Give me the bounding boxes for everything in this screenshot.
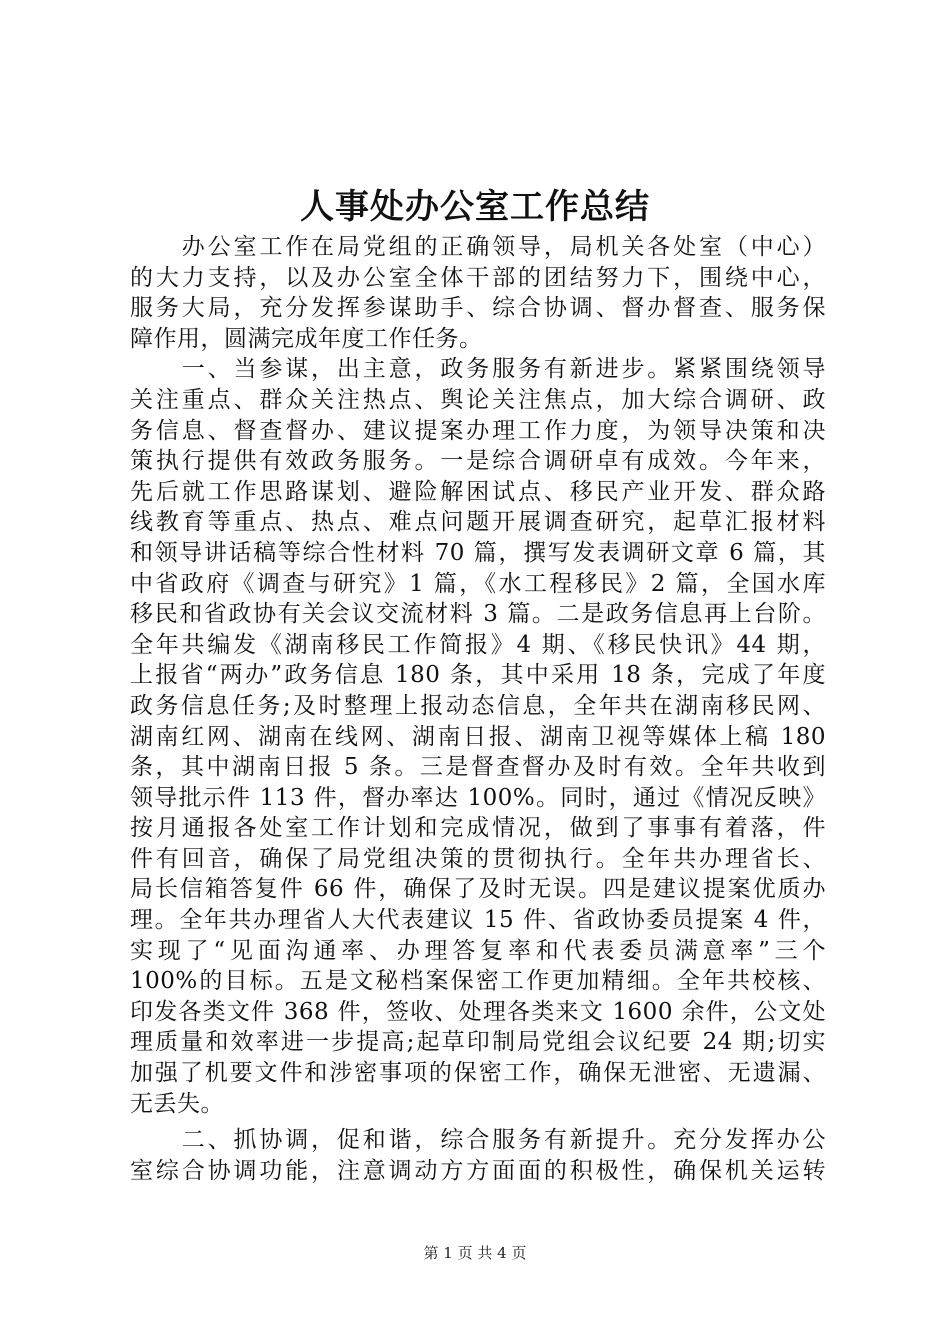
text-line: 移民和省政协有关会议交流材料 3 篇。二是政务信息再上台阶。 xyxy=(130,601,826,628)
text-line: 策执行提供有效政务服务。一是综合调研卓有成效。今年来， xyxy=(130,448,826,475)
text-line: 按月通报各处室工作计划和完成情况，做到了事事有着落，件 xyxy=(130,815,826,842)
text-line: 上报省“两办”政务信息 180 条，其中采用 18 条，完成了年度 xyxy=(130,662,826,689)
text-line: 局长信箱答复件 66 件，确保了及时无误。四是建议提案优质办 xyxy=(130,876,826,903)
text-line: 条，其中湖南日报 5 条。三是督查督办及时有效。全年共收到 xyxy=(130,754,826,781)
paragraph xyxy=(130,1125,826,1186)
text-line: 一、当参谋，出主意，政务服务有新进步。紧紧围绕领导 xyxy=(130,356,826,383)
text-line: 服务大局，充分发挥参谋助手、综合协调、督办督查、服务保 xyxy=(130,295,826,322)
text-line: 政务信息任务;及时整理上报动态信息，全年共在湖南移民网、 xyxy=(130,692,826,719)
text-line: 办公室工作在局党组的正确领导，局机关各处室（中心） xyxy=(130,234,826,260)
page-footer: 第 1 页 共 4 页 xyxy=(423,1244,527,1262)
document-body xyxy=(130,232,826,1186)
text-line: 障作用，圆满完成年度工作任务。 xyxy=(130,325,483,352)
text-line: 印发各类文件 368 件，签收、处理各类来文 1600 余件，公文处 xyxy=(130,998,826,1025)
text-line: 先后就工作思路谋划、避险解困试点、移民产业开发、群众路 xyxy=(130,478,826,505)
page-title: 人事处办公室工作总结 xyxy=(300,187,650,227)
text-line: 室综合协调功能，注意调动方方面面的积极性，确保机关运转 xyxy=(130,1157,826,1184)
text-line: 100%的目标。五是文秘档案保密工作更加精细。全年共校核、 xyxy=(130,968,826,995)
text-line: 件有回音，确保了局党组决策的贯彻执行。全年共办理省长、 xyxy=(130,845,826,872)
text-line: 领导批示件 113 件，督办率达 100%。同时，通过《情况反映》 xyxy=(130,784,826,811)
text-line: 加强了机要文件和涉密事项的保密工作，确保无泄密、无遗漏、 xyxy=(130,1060,826,1087)
text-line: 实现了“见面沟通率、办理答复率和代表委员满意率”三个 xyxy=(130,937,826,964)
text-line: 全年共编发《湖南移民工作简报》4 期、《移民快讯》44 期， xyxy=(130,631,826,658)
text-line: 关注重点、群众关注热点、舆论关注焦点，加大综合调研、政 xyxy=(130,386,826,413)
text-line: 理。全年共办理省人大代表建议 15 件、省政协委员提案 4 件， xyxy=(130,907,826,934)
text-line: 无丢失。 xyxy=(130,1090,224,1117)
text-line: 理质量和效率进一步提高;起草印制局党组会议纪要 24 期;切实 xyxy=(130,1029,826,1056)
text-line: 和领导讲话稿等综合性材料 70 篇，撰写发表调研文章 6 篇，其 xyxy=(130,539,826,566)
text-line: 务信息、督查督办、建议提案办理工作力度，为领导决策和决 xyxy=(130,417,826,444)
text-line: 二、抓协调，促和谐，综合服务有新提升。充分发挥办公 xyxy=(130,1127,826,1154)
text-line: 线教育等重点、热点、难点问题开展调查研究，起草汇报材料 xyxy=(130,509,826,536)
paragraph xyxy=(130,354,826,1119)
paragraph xyxy=(130,232,826,354)
text-line: 的大力支持，以及办公室全体干部的团结努力下，围绕中心， xyxy=(130,264,826,291)
text-line: 湖南红网、湖南在线网、湖南日报、湖南卫视等媒体上稿 180 xyxy=(130,723,826,750)
text-line: 中省政府《调查与研究》1 篇，《水工程移民》2 篇，全国水库 xyxy=(130,570,826,597)
